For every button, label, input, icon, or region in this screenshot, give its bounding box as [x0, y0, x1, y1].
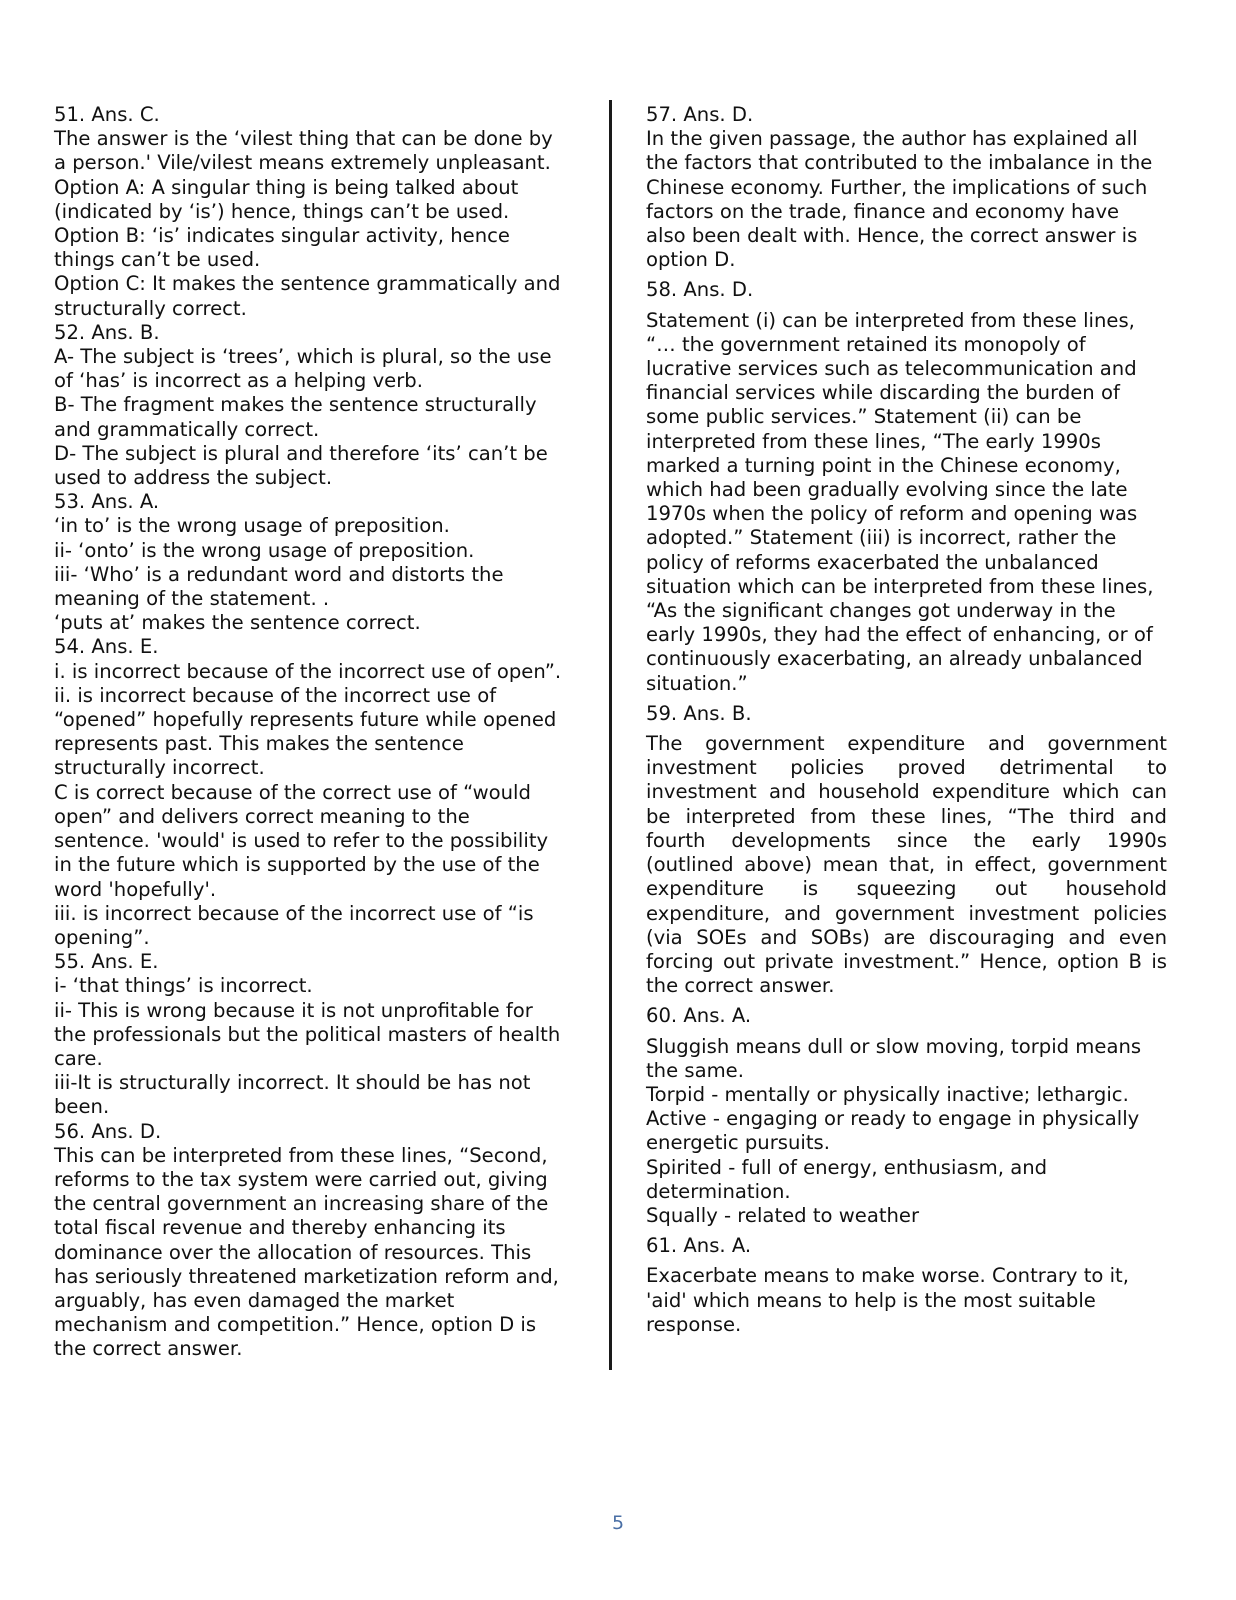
word: be — [646, 804, 671, 828]
text-line: A- The subject is ‘trees’, which is plural, so the use — [54, 345, 552, 369]
text-line: 54. Ans. E. — [54, 635, 159, 659]
text-line: sentence. 'would' is used to refer to the possibility — [54, 829, 549, 853]
text-line: the factors that contributed to the imbalance in the — [646, 151, 1153, 175]
word: mean — [822, 853, 879, 877]
word: and — [784, 901, 821, 925]
word: out — [722, 949, 756, 973]
text-line: Exacerbate means to make worse. Contrary to it, — [646, 1264, 1129, 1288]
text-line: interpreted from these lines, “The early 1990s — [646, 429, 1101, 453]
text-line: marked a turning point in the Chinese economy, — [646, 453, 1121, 477]
word: early — [1031, 828, 1081, 852]
text-line: The answer is the ‘vilest thing that can be done by — [54, 127, 553, 151]
justified-line — [646, 756, 1167, 780]
word: B — [1128, 949, 1142, 973]
word: interpreted — [685, 804, 796, 828]
text-line: Squally - related to weather — [646, 1203, 920, 1227]
text-line: been. — [54, 1095, 110, 1119]
justified-line — [646, 926, 1167, 950]
word: government — [705, 732, 825, 756]
word: since — [896, 828, 948, 852]
word: discouraging — [928, 925, 1055, 949]
word: squeezing — [856, 877, 957, 901]
text-line: policy of reforms exacerbated the unbalanced — [646, 550, 1099, 574]
justified-line — [646, 805, 1167, 829]
word: in — [945, 853, 964, 877]
text-line: meaning of the statement. . — [54, 587, 330, 611]
word: household — [818, 780, 920, 804]
word: The — [646, 732, 683, 756]
q57-heading: 57. Ans. D. — [646, 103, 754, 126]
justified-line — [646, 732, 1167, 756]
text-line: situation which can be interpreted from these lines, — [646, 574, 1154, 598]
word: from — [810, 804, 857, 828]
text-line: reforms to the tax system were carried out, giving — [54, 1167, 548, 1191]
text-line: some public services.” Statement (ii) can be — [646, 405, 1082, 429]
text-line: dominance over the allocation of resources. This — [54, 1240, 532, 1264]
text-line: and grammatically correct. — [54, 417, 320, 441]
text-line: D- The subject is plural and therefore ‘its’ can’t be — [54, 441, 548, 465]
text-line: ‘puts at’ makes the sentence correct. — [54, 611, 421, 635]
text-line: which had been gradually evolving since the late — [646, 478, 1128, 502]
text-line: in the future which is supported by the use of the — [54, 853, 540, 877]
text-line: ‘in to’ is the wrong usage of preposition. — [54, 514, 450, 538]
word: is — [1151, 949, 1167, 973]
word: 1990s — [1106, 828, 1167, 852]
text-line: represents past. This makes the sentence — [54, 732, 464, 756]
text-line: has seriously threatened marketization reform and, — [54, 1264, 559, 1288]
word: can — [1131, 780, 1167, 804]
word: forcing — [646, 949, 714, 973]
q58-body — [646, 309, 1171, 696]
text-line: Active - engaging or ready to engage in physically — [646, 1107, 1140, 1131]
text-line: “As the significant changes got underway in the — [646, 599, 1116, 623]
word: option — [1057, 949, 1120, 973]
word: and — [760, 925, 798, 949]
text-line: 55. Ans. E. — [54, 950, 159, 974]
text-line: 'aid' which means to help is the most suitable — [646, 1288, 1096, 1312]
text-line: This can be interpreted from these lines, “Second, — [54, 1143, 548, 1167]
text-line: response. — [646, 1312, 742, 1336]
text-line: Chinese economy. Further, the implications of such — [646, 175, 1148, 199]
text-line: of ‘has’ is incorrect as a helping verb. — [54, 369, 423, 393]
word: fourth — [646, 828, 706, 852]
justified-line — [646, 950, 1167, 974]
word: expenditure — [646, 877, 764, 901]
q60-body — [646, 1035, 1171, 1229]
word: developments — [731, 828, 871, 852]
text-line: ii- ‘onto’ is the wrong usage of preposition. — [54, 538, 475, 562]
text-line: a person.' Vile/vilest means extremely unpleasant. — [54, 151, 551, 175]
word: government — [835, 901, 955, 925]
text-line: option D. — [646, 248, 736, 272]
text-line: lucrative services such as telecommunication and — [646, 357, 1137, 381]
q59-body — [646, 732, 1171, 974]
word: investment — [646, 780, 757, 804]
word: and — [987, 732, 1025, 756]
text-line: i. is incorrect because of the incorrect use of open”. — [54, 659, 562, 683]
word: that, — [889, 853, 936, 877]
text-line: 51. Ans. C. — [54, 103, 160, 126]
q58-heading: 58. Ans. D. — [646, 278, 754, 302]
text-line: In the given passage, the author has explained all — [646, 127, 1138, 151]
text-line: adopted.” Statement (iii) is incorrect, rather the — [646, 526, 1117, 550]
text-line: opening”. — [54, 925, 150, 949]
text-line: structurally incorrect. — [54, 756, 265, 780]
text-line: financial services while discarding the burden of — [646, 381, 1120, 405]
text-line: continuously exacerbating, an already unbalanced — [646, 647, 1143, 671]
text-line: “opened” hopefully represents future while opened — [54, 708, 557, 732]
text-line: 53. Ans. A. — [54, 490, 160, 514]
text-line: the same. — [646, 1058, 744, 1082]
word: household — [1065, 877, 1167, 901]
justified-line — [646, 780, 1167, 804]
text-line: things can’t be used. — [54, 248, 261, 272]
q61-heading: 61. Ans. A. — [646, 1234, 752, 1258]
text-line: the correct answer. — [54, 1337, 243, 1361]
justified-line — [646, 829, 1167, 853]
q60-heading: 60. Ans. A. — [646, 1004, 752, 1028]
word: to — [1147, 756, 1167, 780]
text-line: situation.” — [646, 671, 748, 695]
text-line: (indicated by ‘is’) hence, things can’t be used. — [54, 199, 510, 223]
word: policies — [790, 756, 865, 780]
column-divider — [609, 100, 612, 1370]
q59-heading: 59. Ans. B. — [646, 701, 752, 725]
text-line: Option A: A singular thing is being talked about — [54, 175, 519, 199]
justified-line — [646, 902, 1167, 926]
text-line: 1970s when the policy of reform and opening was — [646, 502, 1138, 526]
justified-line — [646, 853, 1167, 877]
justified-line — [646, 877, 1167, 901]
text-line: B- The fragment makes the sentence structurally — [54, 393, 537, 417]
word: which — [1062, 780, 1120, 804]
word: even — [1118, 925, 1167, 949]
text-line: word 'hopefully'. — [54, 877, 217, 901]
text-line: early 1990s, they had the effect of enhancing, or of — [646, 623, 1153, 647]
text-line: structurally correct. — [54, 296, 247, 320]
text-line: the professionals but the political masters of health — [54, 1022, 561, 1046]
text-line: total fiscal revenue and thereby enhancing its — [54, 1216, 506, 1240]
text-line: care. — [54, 1046, 103, 1070]
text-line: 56. Ans. D. — [54, 1119, 162, 1143]
word: expenditure — [932, 780, 1050, 804]
word: third — [1069, 804, 1115, 828]
text-line: used to address the subject. — [54, 466, 333, 490]
text-line: Sluggish means dull or slow moving, torpid means — [646, 1034, 1142, 1058]
text-line: i- ‘that things’ is incorrect. — [54, 974, 313, 998]
word: are — [883, 925, 916, 949]
text-line: mechanism and competition.” Hence, option D is — [54, 1313, 537, 1337]
q61-body — [646, 1264, 1171, 1337]
text-line: Statement (i) can be interpreted from these lines, — [646, 308, 1135, 332]
word: and — [769, 780, 806, 804]
word: (via — [646, 925, 683, 949]
word: out — [994, 877, 1028, 901]
text-line: Spirited - full of energy, enthusiasm, and — [646, 1155, 1048, 1179]
word: SOEs — [696, 925, 747, 949]
word: expenditure, — [646, 901, 771, 925]
word: these — [871, 804, 926, 828]
word: above) — [744, 853, 813, 877]
text-line: arguably, has even damaged the market — [54, 1288, 455, 1312]
word: the — [973, 828, 1006, 852]
text-line: the central government an increasing share of the — [54, 1192, 549, 1216]
word: investment — [646, 756, 757, 780]
word: investment.” — [843, 949, 971, 973]
text-line: Torpid - mentally or physically inactive; lethargic. — [646, 1082, 1129, 1106]
text-line: open” and delivers correct meaning to the — [54, 804, 470, 828]
right-column — [646, 103, 1171, 1337]
text-line: ii- This is wrong because it is not unprofitable for — [54, 998, 533, 1022]
text-line: C is correct because of the correct use of “would — [54, 780, 531, 804]
text-line: iii. is incorrect because of the incorrect use of “is — [54, 901, 534, 925]
word: SOBs) — [810, 925, 870, 949]
text-line: iii-It is structurally incorrect. It should be has not — [54, 1071, 531, 1095]
text-line: ii. is incorrect because of the incorrect use of — [54, 683, 497, 707]
word: Hence, — [979, 949, 1048, 973]
word: effect, — [974, 853, 1037, 877]
word: detrimental — [999, 756, 1114, 780]
word: expenditure — [847, 732, 966, 756]
word: lines, — [940, 804, 993, 828]
text-line: also been dealt with. Hence, the correct answer is — [646, 224, 1138, 248]
word: and — [1130, 804, 1167, 828]
word: is — [802, 877, 819, 901]
text-line: iii- ‘Who’ is a redundant word and distorts the — [54, 562, 504, 586]
text-line: “… the government retained its monopoly of — [646, 332, 1086, 356]
page-number: 5 — [611, 1512, 625, 1534]
text-line: determination. — [646, 1179, 791, 1203]
word: proved — [897, 756, 966, 780]
word: “The — [1007, 804, 1055, 828]
text-line: Option C: It makes the sentence grammatically and — [54, 272, 561, 296]
word: and — [1068, 925, 1106, 949]
text-line: factors on the trade, finance and economy have — [646, 199, 1120, 223]
word: policies — [1093, 901, 1167, 925]
word: private — [764, 949, 834, 973]
text-line: 52. Ans. B. — [54, 320, 160, 344]
word: government — [1047, 853, 1167, 877]
text-line: energetic pursuits. — [646, 1131, 830, 1155]
text-line: Option B: ‘is’ indicates singular activity, hence — [54, 224, 510, 248]
q59-last-line: the correct answer. — [646, 974, 835, 998]
word: investment — [968, 901, 1080, 925]
left-column — [54, 103, 599, 1362]
word: government — [1047, 732, 1167, 756]
word: (outlined — [646, 853, 734, 877]
q57-body — [646, 127, 1171, 272]
